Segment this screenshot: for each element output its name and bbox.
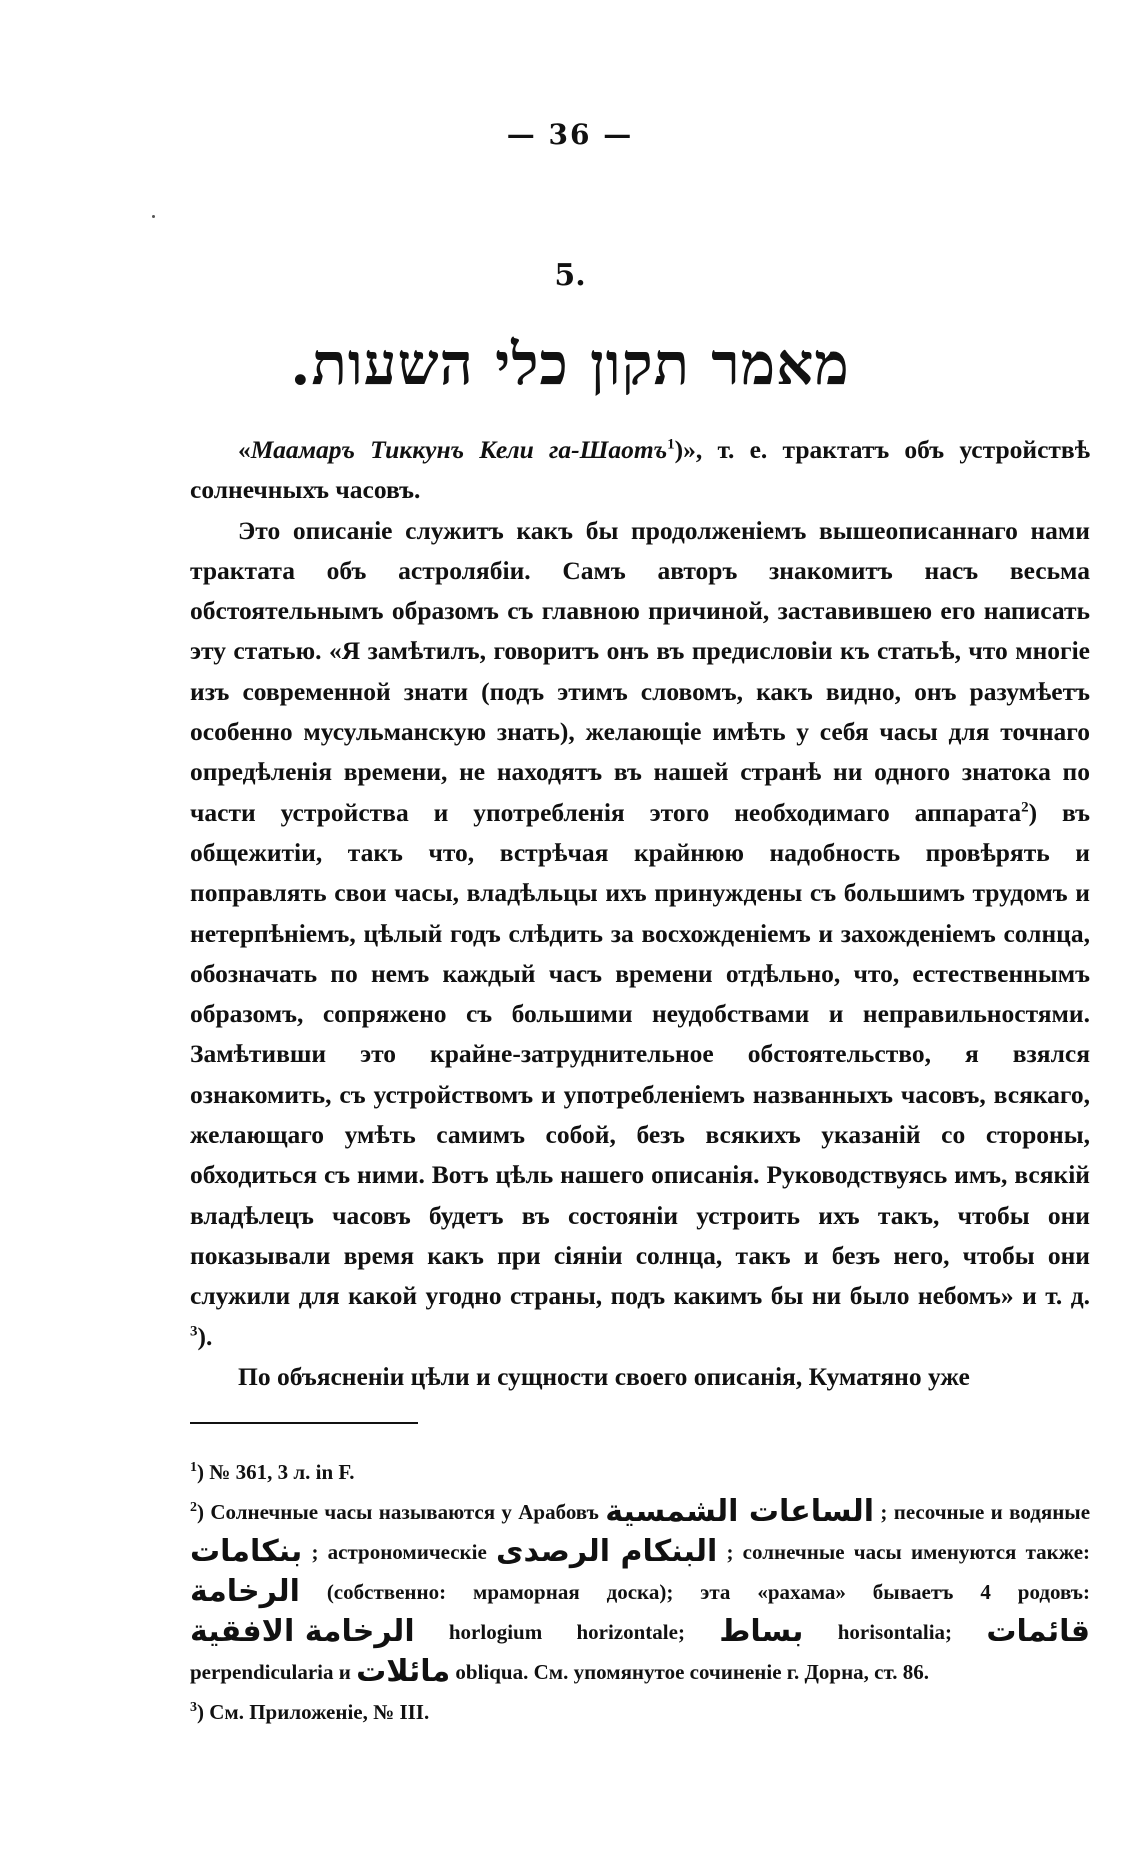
footnote-3: [190, 1692, 1090, 1732]
arabic-term-1: الساعات الشمسية: [605, 1494, 875, 1529]
footnote-ref-2: 2: [1021, 799, 1029, 816]
footnote-2-text-3: ; астрономическіе: [311, 1540, 487, 1564]
footnote-2-text-4: ; солнечные часы именуются также:: [726, 1540, 1091, 1564]
arabic-term-4: الرخامة: [190, 1574, 300, 1609]
arabic-term-7: قائمات: [986, 1614, 1091, 1649]
paragraph-2-part-3: ).: [197, 1321, 213, 1351]
print-speck: [152, 215, 155, 218]
footnote-separator: [190, 1422, 418, 1424]
footnote-2-text-5: (собственно: мраморная доска); эта «рахама» бываетъ 4 родовъ:: [326, 1580, 1091, 1604]
footnote-2-text-1: ) Солнечные часы называются у Арабовъ: [197, 1500, 599, 1524]
paragraph-2-part-2: ) въ общежитіи, такъ что, встрѣчая крайнюю надобность провѣрять и поправлять свои часы, владѣльцы ихъ принуждены съ большимъ трудомъ и нетерпѣніемъ, цѣлый годъ слѣдить за восхожденіемъ и захожденіемъ солнца, обозначать по немъ каждый часъ времени отдѣльно, что, естественнымъ образомъ, сопряжено съ большими неудобствами и неправильностями. Замѣтивши это крайне-затруднительное обстоятельство, я взялся ознакомить, съ устройствомъ и употребленіемъ названныхъ часовъ, всякаго, желающаго умѣть самимъ собой, безъ всякихъ указаній со стороны, обходиться съ ними. Вотъ цѣль нашего описанія. Руководствуясь имъ, всякій владѣлецъ часовъ будетъ въ состояніи устроить ихъ такъ, чтобы они показывали время какъ при сіяніи солнца, такъ и безъ него, чтобы они служили для какой угодно страны, подъ какимъ бы ни было небомъ» и т. д.: [190, 797, 1091, 1311]
footnote-2-mark: 2: [190, 1500, 197, 1515]
arabic-term-5: الرخامة الافقية: [190, 1614, 415, 1649]
footnote-3-text: ) См. Приложеніе, № III.: [197, 1700, 430, 1724]
footnote-2-text-7: horisontalia;: [837, 1620, 953, 1644]
footnote-2-text-6: horlogium horizontale;: [448, 1620, 685, 1644]
treatise-title: Маамаръ Тиккунъ Кели га-Шаотъ: [250, 435, 668, 464]
footnote-2-text-9: obliqua. См. упомянутое сочиненіе г. Дорна, ст. 86.: [455, 1660, 929, 1684]
paragraph-2-part-1: Это описаніе служитъ какъ бы продолженіемъ вышеописаннаго нами трактата объ астролябіи. Самъ авторъ знакомитъ насъ весьма обстоятельнымъ образомъ съ главною причиной, заставившею его написать эту статью. «Я замѣтилъ, говоритъ онъ въ предисловіи къ статьѣ, что многіе изъ современной знати (подъ этимъ словомъ, какъ видно, онъ разумѣетъ особенно мусульманскую знать), желающіе имѣть у себя часы для точнаго опредѣленія времени, не находятъ въ нашей странѣ ни одного знатока по части устройства и употребленія этого необходимаго аппарата: [190, 515, 1090, 827]
paragraph-1: [190, 430, 1090, 511]
paragraph-1-rest: )», т. е. трактатъ объ устройствѣ солнечныхъ часовъ.: [190, 435, 1091, 505]
footnote-1: [190, 1452, 1090, 1492]
hebrew-title: מאמר תקון כלי השעות.: [290, 330, 850, 398]
arabic-term-3: البنكام الرصدى: [496, 1534, 718, 1569]
footnote-1-mark: 1: [190, 1460, 197, 1475]
page-number: — 36 —: [506, 118, 634, 151]
footnote-2-text-8: perpendicularia и: [190, 1660, 351, 1684]
footnote-ref-1: 1: [667, 436, 675, 453]
section-number: 5.: [554, 258, 586, 293]
footnote-1-text: ) № 361, 3 л. in F.: [197, 1460, 355, 1484]
quote-open: «: [238, 435, 251, 464]
footnote-2-text-2: ; песочные и водяные: [880, 1500, 1091, 1524]
footnote-2: [190, 1492, 1090, 1692]
paragraph-2: [190, 511, 1090, 1357]
arabic-term-2: بنكامات: [190, 1534, 303, 1569]
footnote-ref-3: 3: [190, 1323, 198, 1340]
footnote-3-mark: 3: [190, 1700, 197, 1715]
paragraph-3: По объясненіи цѣли и сущности своего описанія, Куматяно уже: [238, 1361, 970, 1391]
arabic-term-8: مائلات: [356, 1654, 451, 1689]
main-text: [190, 430, 1090, 1397]
arabic-term-6: بساط: [719, 1614, 804, 1649]
footnotes: [190, 1452, 1090, 1732]
